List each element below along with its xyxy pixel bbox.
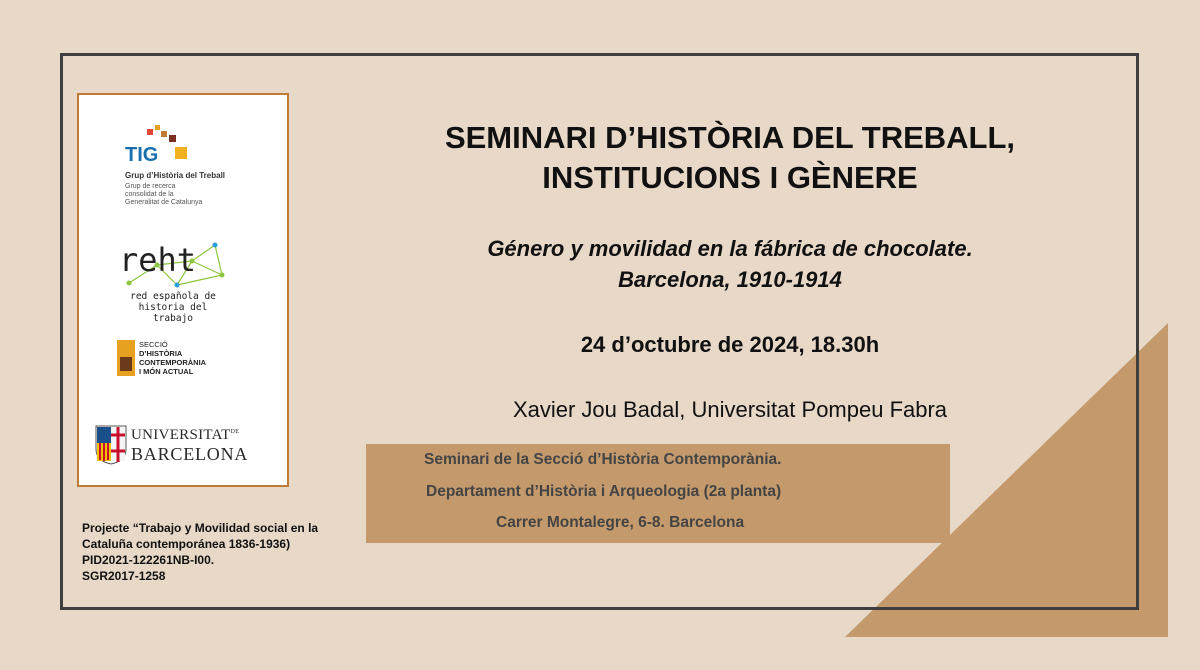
tig-logo	[125, 125, 195, 170]
venue-line-1: Seminari de la Secció d’Història Contemporània.	[424, 451, 782, 468]
seccio-logo-inner	[120, 357, 132, 371]
reht-acronym: reht	[119, 241, 197, 279]
seccio-caption: SECCIÓ D’HISTÒRIA CONTEMPORÀNIA I MÓN ACTUAL	[139, 340, 207, 376]
reht-logo	[117, 223, 232, 289]
ub-name-line2: BARCELONA	[131, 444, 249, 464]
ub-name-line1: $UNIVERSITAT^{DE}$	[131, 427, 240, 443]
tig-acronym: TIG	[125, 144, 159, 166]
project-info: Projecte “Trabajo y Movilidad social en la Cataluña contemporánea 1836-1936) PID2021-122261NB-I00. SGR2017-1258	[82, 521, 319, 583]
logo-panel	[77, 93, 289, 487]
seminar-title: SEMINARI D’HISTÒRIA DEL TREBALL, INSTITUCIONS I GÈNERE	[444, 120, 1016, 195]
speaker: Xavier Jou Badal, Universitat Pompeu Fabra	[512, 397, 948, 422]
venue-box	[366, 444, 950, 543]
venue-line-2: Departament d’Història i Arqueologia (2a planta)	[426, 483, 782, 500]
venue-line-3: Carrer Montalegre, 6-8. Barcelona	[496, 514, 745, 531]
ub-shield-icon	[95, 425, 127, 465]
tig-name: Grup d’Història del Treball	[125, 171, 226, 180]
reht-caption: red española de historia del trabajo	[130, 291, 216, 324]
event-date: 24 d’octubre de 2024, 18.30h	[580, 332, 880, 357]
talk-title: Género y movilidad en la fábrica de chocolate. Barcelona, 1910-1914	[487, 236, 973, 292]
tig-description: Grup de recerca consolidat de la Generalitat de Catalunya	[125, 183, 203, 206]
